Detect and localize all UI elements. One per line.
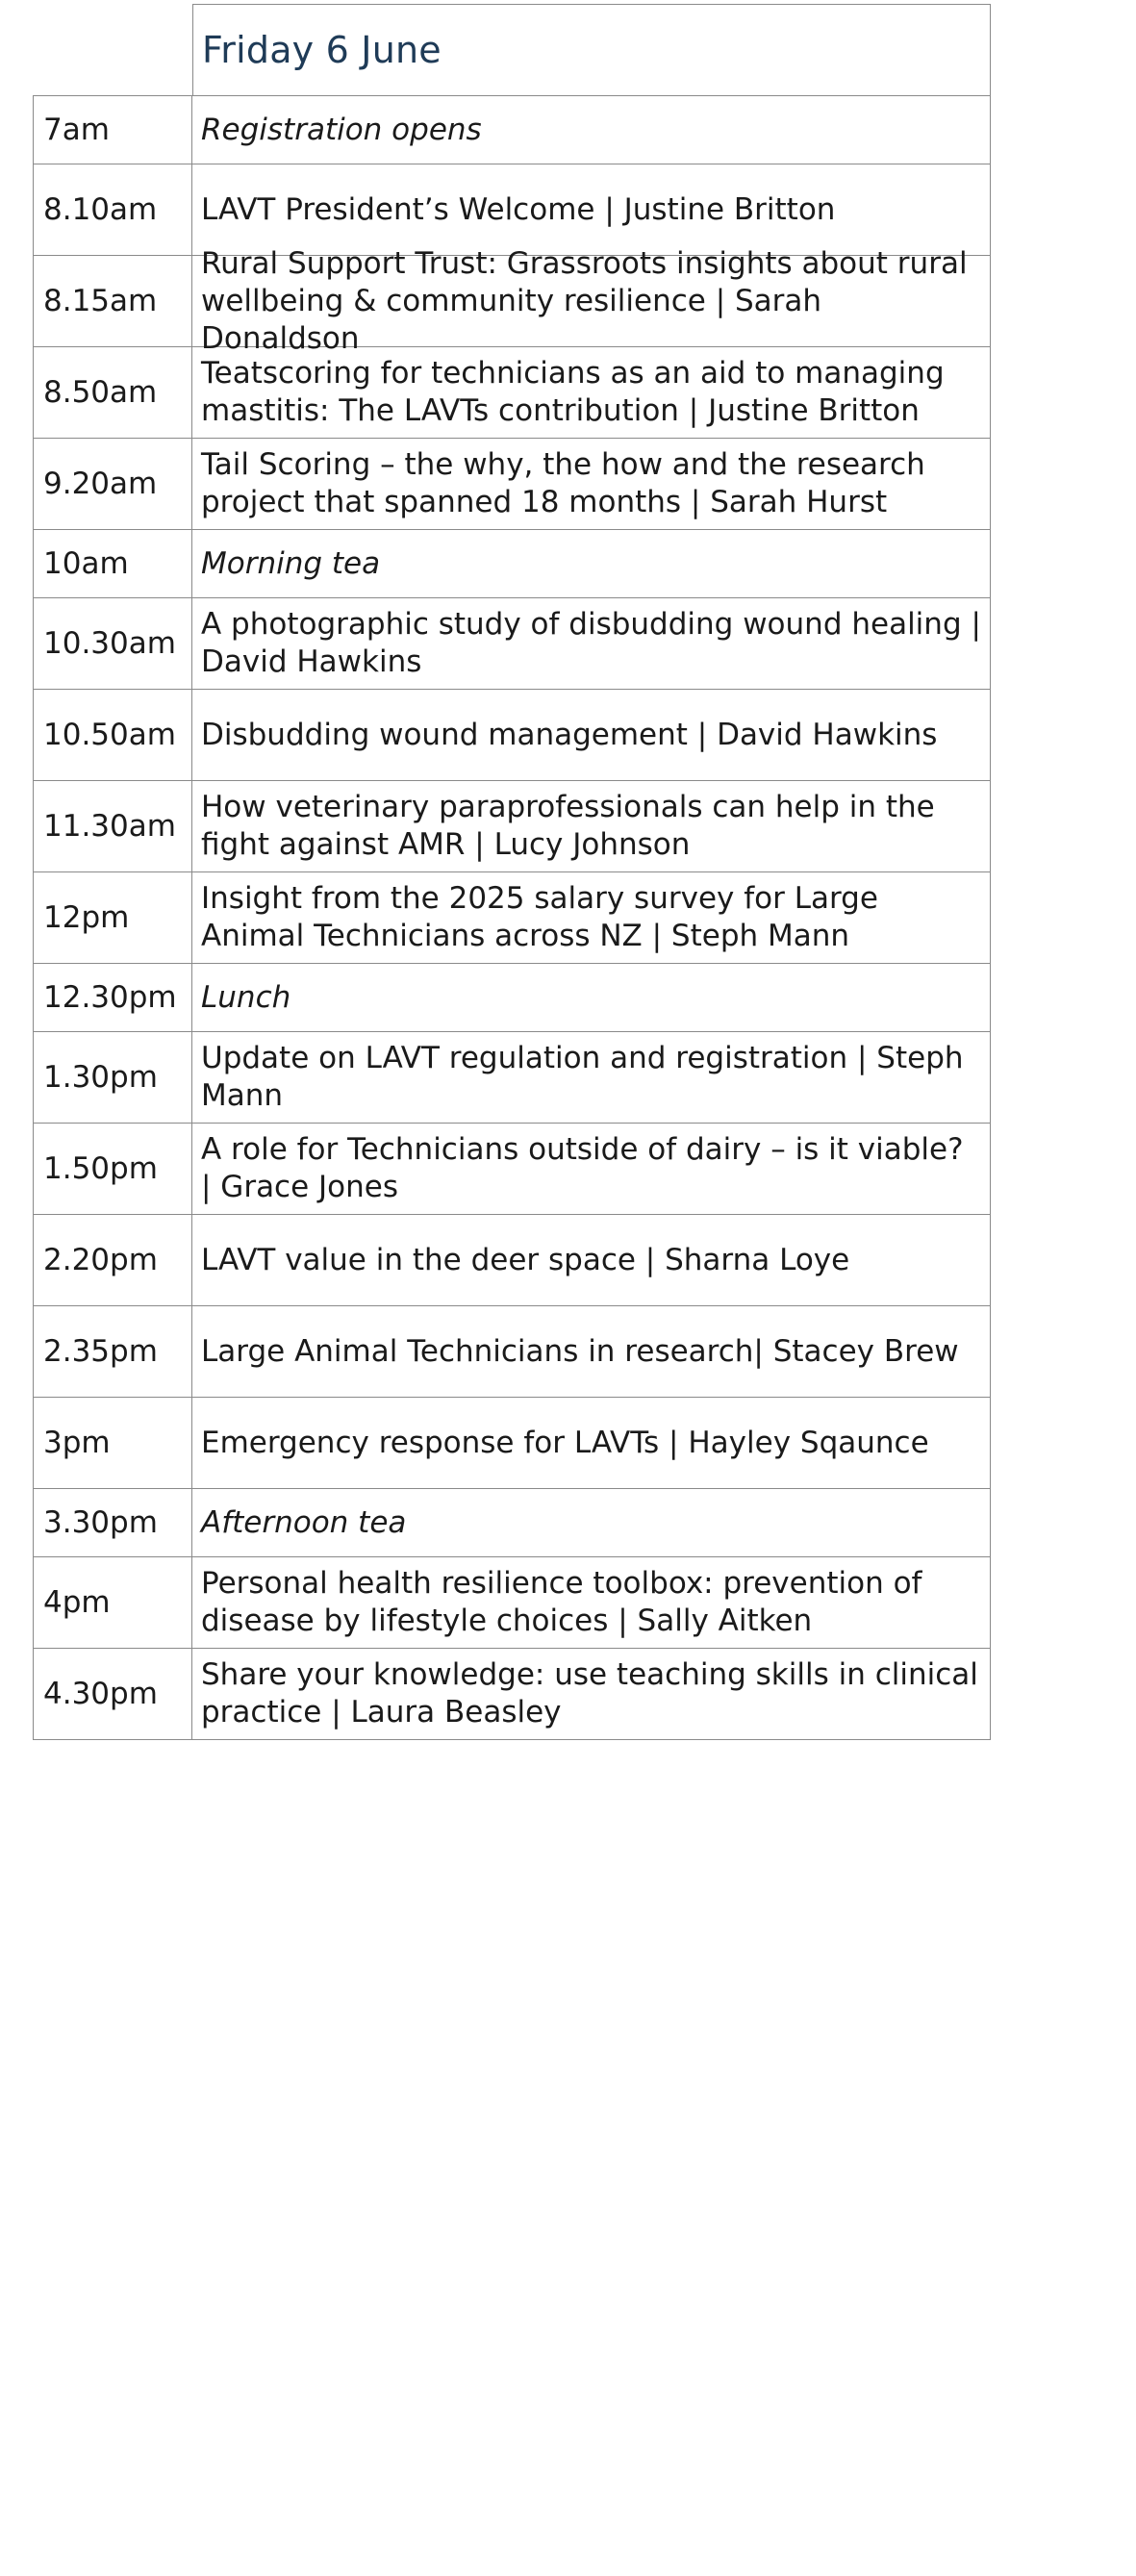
event-cell: Update on LAVT regulation and registration | Steph Mann	[192, 1032, 991, 1123]
table-row	[34, 1032, 991, 1124]
table-row	[34, 1489, 991, 1557]
table-row	[34, 690, 991, 781]
day-title: Friday 6 June	[202, 29, 442, 71]
time-cell: 3pm	[34, 1398, 192, 1488]
time-cell: 10.50am	[34, 690, 192, 780]
event-cell: Personal health resilience toolbox: prevention of disease by lifestyle choices | Sally Aitken	[192, 1557, 991, 1648]
time-cell: 10.30am	[34, 598, 192, 689]
table-row	[34, 530, 991, 598]
time-cell: 9.20am	[34, 439, 192, 529]
table-row	[34, 781, 991, 872]
time-cell: 2.20pm	[34, 1215, 192, 1305]
header-spacer	[33, 4, 192, 95]
time-cell: 8.10am	[34, 164, 192, 255]
event-cell: Morning tea	[192, 530, 991, 597]
event-cell: Insight from the 2025 salary survey for Large Animal Technicians across NZ | Steph Mann	[192, 872, 991, 963]
event-cell: Teatscoring for technicians as an aid to managing mastitis: The LAVTs contribution | Justine Britton	[192, 347, 991, 438]
time-cell: 3.30pm	[34, 1489, 192, 1556]
table-row	[34, 1649, 991, 1740]
table-row	[34, 439, 991, 530]
table-row	[34, 964, 991, 1032]
event-cell: A role for Technicians outside of dairy – is it viable? | Grace Jones	[192, 1124, 991, 1214]
table-row	[34, 598, 991, 690]
event-cell: Disbudding wound management | David Hawkins	[192, 690, 991, 780]
event-cell: Tail Scoring – the why, the how and the research project that spanned 18 months | Sarah Hurst	[192, 439, 991, 529]
event-cell: LAVT President’s Welcome | Justine Britton	[192, 164, 991, 255]
event-cell: A photographic study of disbudding wound healing | David Hawkins	[192, 598, 991, 689]
event-cell: Share your knowledge: use teaching skills in clinical practice | Laura Beasley	[192, 1649, 991, 1739]
event-cell: Afternoon tea	[192, 1489, 991, 1556]
day-header-cell	[192, 4, 991, 95]
table-row	[34, 872, 991, 964]
table-row	[34, 347, 991, 439]
table-row	[34, 96, 991, 164]
event-cell: Registration opens	[192, 96, 991, 164]
event-cell: LAVT value in the deer space | Sharna Loye	[192, 1215, 991, 1305]
time-cell: 1.50pm	[34, 1124, 192, 1214]
time-cell: 10am	[34, 530, 192, 597]
table-row	[34, 164, 991, 256]
time-cell: 11.30am	[34, 781, 192, 871]
time-cell: 12.30pm	[34, 964, 192, 1031]
table-row	[34, 1306, 991, 1398]
event-cell: Emergency response for LAVTs | Hayley Sqaunce	[192, 1398, 991, 1488]
time-cell: 7am	[34, 96, 192, 164]
time-cell: 12pm	[34, 872, 192, 963]
event-cell: How veterinary paraprofessionals can help in the fight against AMR | Lucy Johnson	[192, 781, 991, 871]
schedule-table	[33, 4, 991, 1740]
time-cell: 1.30pm	[34, 1032, 192, 1123]
time-cell: 8.15am	[34, 256, 192, 346]
table-row	[34, 1215, 991, 1306]
event-cell: Large Animal Technicians in research| Stacey Brew	[192, 1306, 991, 1397]
table-row	[34, 245, 991, 356]
schedule-header	[33, 4, 991, 95]
table-row	[34, 1398, 991, 1489]
table-row	[34, 1557, 991, 1649]
schedule-body	[33, 95, 991, 1740]
time-cell: 8.50am	[34, 347, 192, 438]
event-cell: Rural Support Trust: Grassroots insights about rural wellbeing & community resilience | Sarah Donaldson	[192, 256, 991, 346]
time-cell: 4.30pm	[34, 1649, 192, 1739]
event-cell: Lunch	[192, 964, 991, 1031]
table-row	[34, 1124, 991, 1215]
time-cell: 4pm	[34, 1557, 192, 1648]
time-cell: 2.35pm	[34, 1306, 192, 1397]
